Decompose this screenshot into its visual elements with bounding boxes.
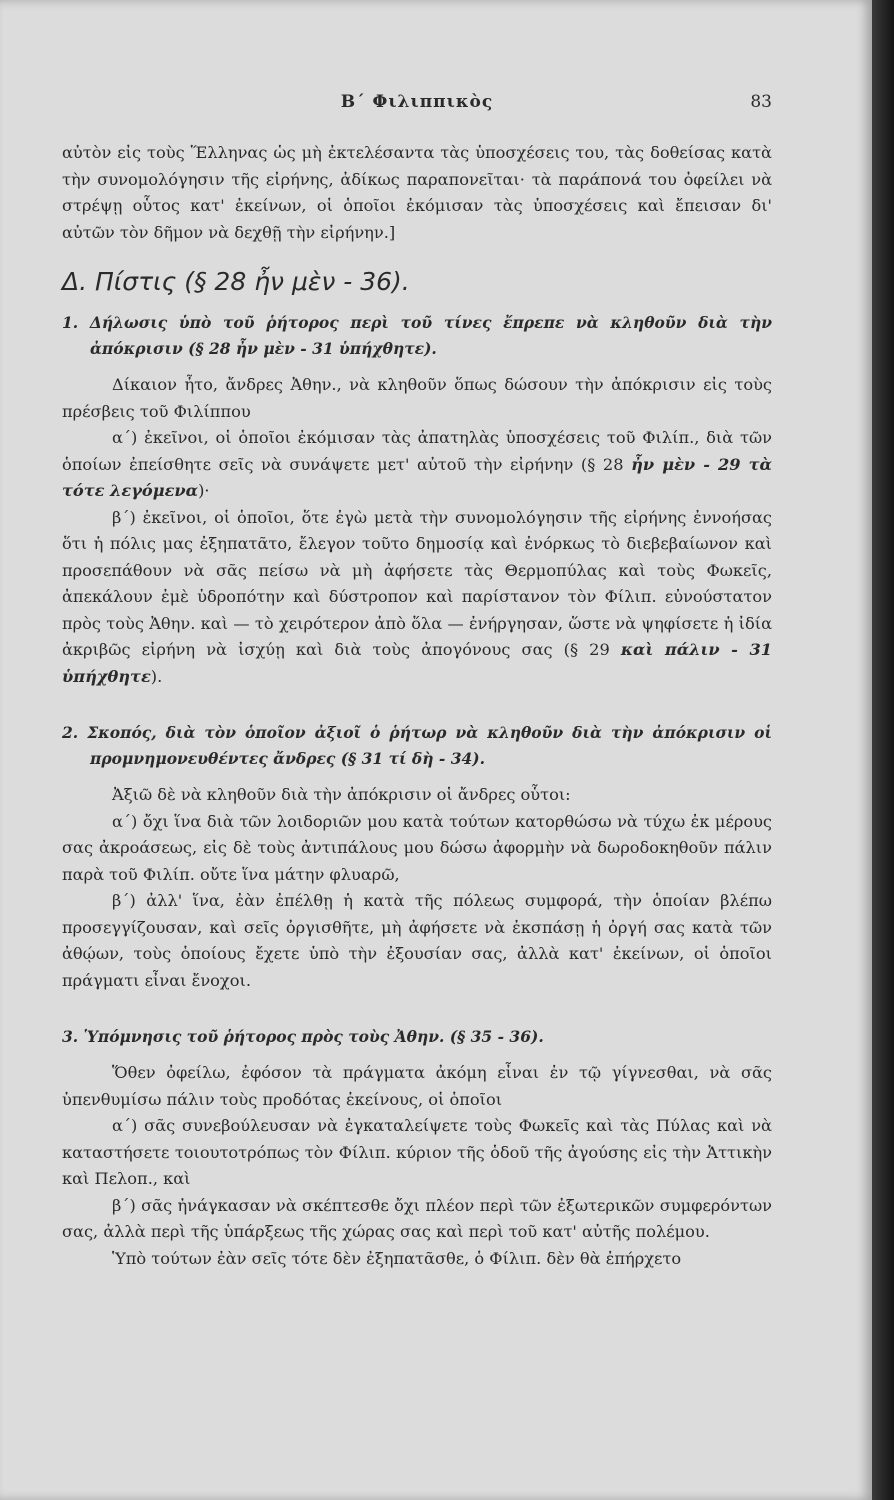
subsection-2-item-a: α΄) ὄχι ἵνα διὰ τῶν λοιδοριῶν μου κατὰ τούτων κατορθώσω νὰ τύχω ἐκ μέρους σας ἀκροάσεως, εἰς δὲ τοὺς ἀντιπάλους μου δώσω ἀφορμὴν νὰ δωροδοκηθοῦν πάλιν παρὰ τοῦ Φιλίπ. οὔτε ἵνα μάτην φλυαρῶ, (62, 811, 772, 884)
running-head: Β΄ Φιλιππικὸς (340, 92, 494, 112)
item-b-text: β΄) ἐκεῖνοι, οἱ ὁποῖοι, ὅτε ἐγὼ μετὰ τὴν συνομολόγησιν τῆς εἰρήνης ἐννοήσας ὅτι ἡ πόλις μας ἐξηπατᾶτο, ἔλεγον τοῦτο δημοσίᾳ καὶ ἐνόρκως τὸ διεβεβαίωνον καὶ προσεπάθουν νὰ σᾶς πείσω νὰ μὴ ἀφήσετε τὰς Θερμοπύλας καὶ τοὺς Φωκεῖς, ἀπεκάλουν ἐμὲ ὑδροπότην καὶ δύστροπον καὶ παρίστανον τὸν Φίλιπ. εὐνούστατον πρὸς τοὺς Ἀθην. καὶ — τὸ χειρότερον ἀπὸ ὅλα — ἐνήργησαν, ὥστε νὰ ψηφίσετε ἡ ἰδία ἀκριβῶς εἰρήνη νὰ ἰσχύῃ καὶ διὰ τοὺς ἀπογόνους σας (§ 29 (62, 507, 772, 659)
subsection-3-last-paragraph: Ὑπὸ τούτων ἐὰν σεῖς τότε δὲν ἐξηπατᾶσθε, ὁ Φίλιπ. δὲν θὰ ἐπήρχετο (112, 1248, 682, 1268)
subsection-2-heading: 2. Σκοπός, διὰ τὸν ὁποῖον ἀξιοῖ ὁ ῥήτωρ νὰ κληθοῦν διὰ τὴν ἀπόκρισιν οἱ προμνημονευθέντες ἄνδρες (§ 31 τί δὴ - 34). (62, 723, 772, 768)
section-title: Δ. Πίστις (§ 28 ἦν μὲν - 36). (62, 267, 410, 296)
subsection-3-heading: 3. Ὑπόμνησις τοῦ ῥήτορος πρὸς τοὺς Ἀθην. (§ 35 - 36). (62, 1027, 544, 1046)
subsection-2-paragraph: Ἀξιῶ δὲ νὰ κληθοῦν διὰ τὴν ἀπόκρισιν οἱ ἄνδρες οὗτοι: (112, 785, 571, 804)
subsection-2-item-b: β΄) ἀλλ' ἵνα, ἐὰν ἐπέλθῃ ἡ κατὰ τῆς πόλεως συμφορά, τὴν ὁποίαν βλέπω προσεγγίζουσαν, καὶ σεῖς ὀργισθῆτε, μὴ ἀφήσετε νὰ ἐκσπάσῃ ἡ ὀργή σας κατὰ τῶν ἀθῴων, τοὺς ὁποίους ἔχετε ὑπὸ τὴν ἐξουσίαν σας, ἀλλὰ κατ' ἐκείνων, οἱ ὁποῖοι πράγματι εἶναι ἔνοχοι. (62, 891, 772, 990)
subsection-1-paragraph: Δίκαιον ἦτο, ἄνδρες Ἀθην., νὰ κληθοῦν ὅπως δώσουν τὴν ἀπόκρισιν εἰς τοὺς πρέσβεις τοῦ Φιλίππου (62, 375, 772, 421)
subsection-3-item-a: α΄) σᾶς συνεβούλευσαν νὰ ἐγκαταλείψετε τοὺς Φωκεῖς καὶ τὰς Πύλας καὶ νὰ καταστήσετε τοιουτοτρόπως τὸν Φίλιπ. κύριον τῆς ὁδοῦ τῆς ἀγούσης εἰς τὴν Ἀττικὴν καὶ Πελοπ., καὶ (62, 1116, 772, 1188)
page-number: 83 (750, 92, 772, 112)
item-a-reference: ἦν μὲν - 29 τὰ τότε λεγόμενα (62, 454, 772, 500)
item-a-end: )· (198, 481, 210, 500)
subsection-3-item-b: β΄) σᾶς ἠνάγκασαν νὰ σκέπτεσθε ὄχι πλέον περὶ τῶν ἐξωτερικῶν συμφερόντων σας, ἀλλὰ περὶ τῆς ὑπάρξεως τῆς χώρας σας καὶ περὶ τοῦ κατ' αὐτῆς πολέμου. (62, 1195, 772, 1241)
page-body (62, 140, 772, 1272)
page-header (62, 92, 772, 118)
subsection-1-item-a (62, 425, 772, 505)
intro-paragraph: αὐτὸν εἰς τοὺς Ἕλληνας ὡς μὴ ἐκτελέσαντα τὰς ὑποσχέσεις του, τὰς δοθείσας κατὰ τὴν συνομολόγησιν τῆς εἰρήνης, ἀδίκως παραπονεῖται· τὰ παράπονά του ὀφείλει νὰ στρέψῃ οὗτος κατ' ἐκείνων, οἱ ὁποῖοι ἐκόμισαν τὰς ὑποσχέσεις καὶ ἔπεισαν δι' αὐτῶν τὸν δῆμον νὰ δεχθῇ τὴν εἰρήνην.] (62, 143, 772, 242)
subsection-3-paragraph: Ὅθεν ὀφείλω, ἐφόσον τὰ πράγματα ἀκόμη εἶναι ἐν τῷ γίγνεσθαι, νὰ σᾶς ὑπενθυμίσω πάλιν τοὺς προδότας ἐκείνους, οἱ ὁποῖοι (62, 1063, 772, 1109)
subsection-1-item-b (62, 505, 772, 691)
item-a-text: α΄) ἐκεῖνοι, οἱ ὁποῖοι ἐκόμισαν τὰς ἀπατηλὰς ὑποσχέσεις τοῦ Φιλίπ., διὰ τῶν ὁποίων ἐπείσθητε σεῖς νὰ συνάψετε μετ' αὐτοῦ τὴν εἰρήνην (§ 28 (62, 428, 772, 474)
item-b-end: ). (150, 666, 163, 686)
page-edge-shadow (872, 0, 894, 1500)
subsection-1-heading: 1. Δήλωσις ὑπὸ τοῦ ῥήτορος περὶ τοῦ τίνες ἔπρεπε νὰ κληθοῦν διὰ τὴν ἀπόκρισιν (§ 28 ἦν μὲν - 31 ὑπήχθητε). (62, 313, 772, 358)
item-b-reference: καὶ πάλιν - 31 ὑπήχθητε (62, 640, 772, 686)
